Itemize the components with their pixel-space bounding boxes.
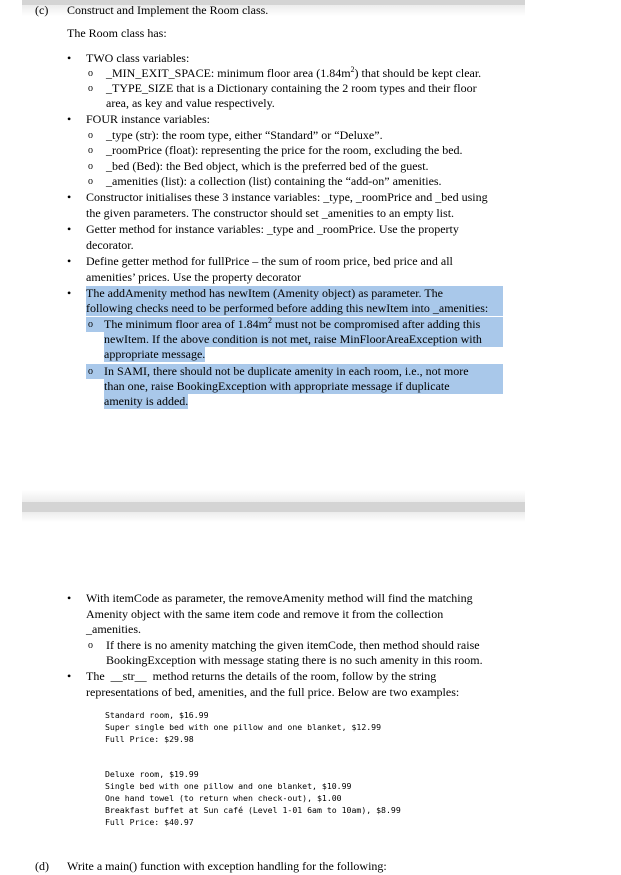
section-d-text: Write a main() function with exception handling for the following: [67, 859, 387, 873]
bullet-filled: • [67, 51, 72, 65]
full-price-line2: amenities’ prices. Use the property decorator [86, 270, 302, 284]
class-vars-heading: TWO class variables: [86, 51, 190, 65]
full-price-line1: Define getter method for fullPrice – the sum of room price, bed price and all [86, 254, 453, 268]
page-break-gap [22, 502, 525, 512]
bullet-filled: • [67, 591, 72, 605]
bullet-hollow: o [88, 145, 93, 156]
example2-line3: One hand towel (to return when check-out), $1.00 [105, 793, 342, 803]
example2-line4: Breakfast buffet at Sun café (Level 1-01 6am to 10am), $8.99 [105, 805, 401, 815]
check-floor-area-line3: appropriate message. [104, 347, 206, 361]
bullet-hollow: o [88, 161, 93, 172]
str-method-line2: representations of bed, amenities, and the full price. Below are two examples: [86, 685, 460, 699]
check-floor-area-line1: The minimum floor area of $1.84m^2$ must not be compromised after adding this [104, 317, 503, 332]
bullet-filled: • [67, 112, 72, 126]
str-method-line1: The __str__ method returns the details of the room, follow by the string [86, 669, 437, 683]
instance-var-bed: _bed (Bed): the Bed object, which is the preferred bed of the guest. [106, 159, 429, 173]
bullet-filled: • [67, 286, 72, 300]
example1-line2: Super single bed with one pillow and one blanket, $12.99 [105, 722, 382, 732]
instance-var-amenities: _amenities (list): a collection (list) containing the “add-on” amenities. [106, 174, 442, 188]
class-var-type-size-line1: _TYPE_SIZE that is a Dictionary containing the 2 room types and their floor [106, 81, 477, 95]
instance-var-type: _type (str): the room type, either “Standard” or “Deluxe”. [106, 128, 383, 142]
check-duplicate-line3: amenity is added. [104, 394, 189, 408]
constructor-line1: Constructor initialises these 3 instance variables: _type, _roomPrice and _bed using [86, 190, 488, 204]
example1-line1: Standard room, $16.99 [105, 710, 209, 720]
class-var-type-size-line2: area, as key and value respectively. [106, 96, 275, 110]
bullet-filled: • [67, 254, 72, 268]
example2-line1: Deluxe room, $19.99 [105, 769, 199, 779]
example2-line5: Full Price: $40.97 [105, 817, 194, 827]
bullet-hollow: o [88, 130, 93, 141]
remove-amenity-line3: _amenities. [86, 622, 141, 636]
add-amenity-line1: The addAmenity method has newItem (Amenity object) as parameter. The [86, 286, 503, 301]
remove-amenity-sub-line2: BookingException with message stating there is no such amenity in this room. [106, 653, 483, 667]
add-amenity-line2: following checks need to be performed before adding this newItem into _amenities: [86, 301, 503, 316]
remove-amenity-line2: Amenity object with the same item code and remove it from the collection [86, 607, 444, 621]
getter-line2: decorator. [86, 238, 134, 252]
getter-line1: Getter method for instance variables: _type and _roomPrice. Use the property [86, 222, 459, 236]
remove-amenity-sub-line1: If there is no amenity matching the given itemCode, then method should raise [106, 638, 480, 652]
section-d-label: (d) [35, 859, 49, 873]
class-var-min-exit-space: _MIN_EXIT_SPACE: minimum floor area $(1.84m^2)$ that should be kept clear. [106, 65, 482, 80]
example2-line2: Single bed with one pillow and one blanket, $10.99 [105, 781, 352, 791]
check-duplicate-line1: In SAMI, there should not be duplicate amenity in each room, i.e., not more [104, 364, 503, 379]
check-floor-area-line2: newItem. If the above condition is not met, raise MinFloorAreaException with [104, 332, 503, 347]
constructor-line2: the given parameters. The constructor should set _amenities to an empty list. [86, 206, 455, 220]
bullet-hollow: o [88, 640, 93, 651]
section-c-title: Construct and Implement the Room class. [67, 3, 269, 17]
bullet-hollow: o [88, 83, 93, 94]
bullet-filled: • [67, 190, 72, 204]
bullet-hollow: o [86, 317, 104, 332]
bullet-hollow: o [88, 176, 93, 187]
page-top-shadow-2 [22, 512, 525, 522]
remove-amenity-line1: With itemCode as parameter, the removeAmenity method will find the matching [86, 591, 473, 605]
bullet-filled: • [67, 222, 72, 236]
bullet-hollow: o [86, 364, 104, 379]
bullet-filled: • [67, 669, 72, 683]
example1-line3: Full Price: $29.98 [105, 734, 194, 744]
page-bottom-shadow [22, 490, 525, 502]
check-duplicate-line2: than one, raise BookingException with appropriate message if duplicate [104, 379, 503, 394]
intro-text: The Room class has: [67, 26, 167, 40]
bullet-hollow: o [88, 68, 93, 79]
instance-vars-heading: FOUR instance variables: [86, 112, 210, 126]
section-c-label: (c) [35, 3, 49, 17]
instance-var-room-price: _roomPrice (float): representing the price for the room, excluding the bed. [106, 143, 463, 157]
